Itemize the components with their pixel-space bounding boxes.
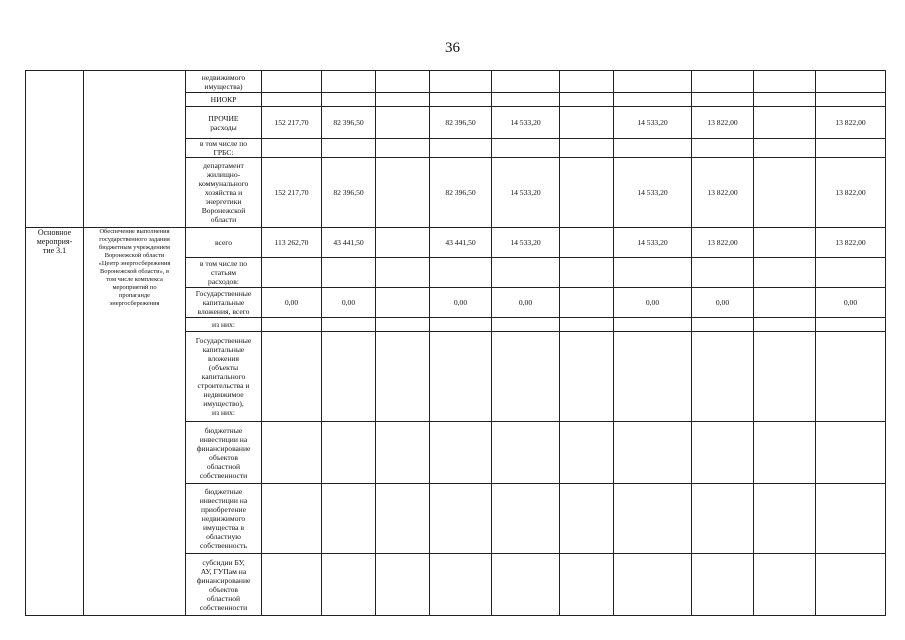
row-label-line: капитального (201, 372, 246, 381)
value-cell: 43 441,50 (430, 228, 492, 258)
row-label-line: имущества в (202, 523, 245, 532)
value-cell (376, 318, 430, 332)
value-cell: 152 217,70 (262, 107, 322, 139)
value-cell (492, 422, 560, 484)
value-cell (816, 422, 886, 484)
value-cell (614, 139, 692, 158)
value-cell (560, 318, 614, 332)
measure-description-line: пропаганде (118, 292, 151, 299)
row-label-line: статьям (210, 268, 237, 277)
value-cell (614, 422, 692, 484)
value-cell (492, 93, 560, 107)
row-label-line: вложения (207, 354, 240, 363)
row-label-line: областную (206, 532, 241, 541)
value-cell (322, 71, 376, 93)
row-label-line: приобретение (201, 505, 246, 514)
measure-description-line: мероприятий по (112, 284, 157, 291)
value-cell (430, 332, 492, 422)
value-cell (692, 71, 754, 93)
value-cell (492, 258, 560, 288)
measure-description-line: Воронежской области», в (99, 268, 169, 275)
value-cell (376, 288, 430, 318)
value-cell (376, 228, 430, 258)
row-label-line: финансирование (196, 443, 251, 453)
value-cell (262, 484, 322, 554)
row-label-line: Государственные (195, 336, 252, 345)
value-cell (492, 318, 560, 332)
value-cell (560, 139, 614, 158)
value-cell (560, 554, 614, 616)
value-cell (614, 258, 692, 288)
value-cell (560, 422, 614, 484)
value-cell: 0,00 (322, 288, 376, 318)
value-cell (376, 71, 430, 93)
budget-table (25, 70, 886, 616)
value-cell (376, 93, 430, 107)
row-label-line: энергетики (205, 197, 242, 206)
row-label (186, 107, 262, 139)
value-cell (614, 71, 692, 93)
row-label-line: капитальные (202, 298, 245, 307)
value-cell (754, 258, 816, 288)
value-cell (492, 139, 560, 158)
value-cell (322, 318, 376, 332)
value-cell (262, 139, 322, 158)
value-cell (754, 158, 816, 228)
value-cell (692, 554, 754, 616)
value-cell (262, 258, 322, 288)
page-number: 36 (445, 40, 460, 56)
row-label-line: объектов (209, 584, 238, 594)
value-cell: 14 533,20 (492, 228, 560, 258)
value-cell: 82 396,50 (322, 158, 376, 228)
value-cell: 13 822,00 (816, 158, 886, 228)
value-cell: 113 262,70 (262, 228, 322, 258)
value-cell (754, 107, 816, 139)
value-cell: 82 396,50 (430, 107, 492, 139)
measure-description-line: энергосбережения (109, 300, 160, 307)
measure-label-line: Основное (37, 228, 72, 237)
value-cell (816, 554, 886, 616)
value-cell (754, 93, 816, 107)
value-cell (560, 71, 614, 93)
value-cell (322, 554, 376, 616)
row-label-line: АУ, ГУПам на (200, 566, 247, 576)
value-cell (560, 158, 614, 228)
value-cell: 0,00 (262, 288, 322, 318)
row-label-line: области (210, 215, 237, 224)
value-cell (754, 228, 816, 258)
value-cell: 152 217,70 (262, 158, 322, 228)
value-cell (692, 332, 754, 422)
description-cell-empty (84, 71, 186, 228)
measure-cell-empty (26, 71, 84, 228)
value-cell (754, 71, 816, 93)
row-label-line: собственность (200, 541, 247, 550)
value-cell (754, 139, 816, 158)
row-label-line: НИОКР (210, 95, 237, 104)
value-cell (430, 93, 492, 107)
value-cell (376, 422, 430, 484)
row-label-line: недвижимого (201, 72, 246, 82)
value-cell (754, 554, 816, 616)
value-cell (692, 93, 754, 107)
value-cell (430, 484, 492, 554)
value-cell: 43 441,50 (322, 228, 376, 258)
measure-description-line: государственного задания (99, 236, 170, 243)
row-label-line: бюджетные (204, 487, 243, 496)
row-label-line: Государственные (195, 289, 252, 298)
value-cell (560, 93, 614, 107)
row-label-line: финансирование (196, 575, 251, 585)
measure-label-line: тие 3.1 (42, 246, 67, 255)
row-label-line: ПРОЧИЕ (208, 113, 239, 123)
row-label (186, 228, 262, 258)
row-label (186, 318, 262, 332)
row-label-line: собственности (199, 602, 248, 612)
row-label-line: (объекты (208, 363, 239, 372)
value-cell (560, 332, 614, 422)
value-cell (692, 422, 754, 484)
row-label (186, 288, 262, 318)
value-cell (322, 332, 376, 422)
value-cell (430, 422, 492, 484)
value-cell: 82 396,50 (430, 158, 492, 228)
value-cell (754, 318, 816, 332)
row-label-line: департамент (203, 161, 244, 170)
value-cell (262, 318, 322, 332)
measure-description-line: Обеспечение выполнения (99, 228, 170, 235)
value-cell (376, 554, 430, 616)
row-label (186, 258, 262, 288)
value-cell (322, 258, 376, 288)
value-cell (376, 107, 430, 139)
value-cell (262, 554, 322, 616)
value-cell (816, 258, 886, 288)
value-cell: 13 822,00 (816, 228, 886, 258)
value-cell: 13 822,00 (692, 107, 754, 139)
value-cell: 0,00 (614, 288, 692, 318)
row-label-line: из них: (212, 408, 235, 417)
value-cell (614, 332, 692, 422)
value-cell (692, 318, 754, 332)
measure-description-line: бюджетным учреждением (99, 244, 170, 251)
row-label-line: областной (206, 461, 241, 471)
row-label-line: в том числе по (199, 259, 248, 268)
row-label (186, 93, 262, 107)
row-label-line: имущества) (204, 81, 243, 91)
row-label (186, 332, 262, 422)
row-label (186, 71, 262, 93)
value-cell (322, 422, 376, 484)
row-label-line: недвижимого (201, 514, 246, 523)
value-cell (754, 484, 816, 554)
row-label-line: имущество), (203, 399, 244, 408)
value-cell (430, 554, 492, 616)
measure-description-line: «Центр энергосбережения (98, 260, 171, 267)
row-label (186, 554, 262, 616)
value-cell (322, 139, 376, 158)
value-cell (492, 484, 560, 554)
value-cell: 0,00 (692, 288, 754, 318)
value-cell: 0,00 (430, 288, 492, 318)
row-label-line: Воронежской (201, 206, 246, 215)
measure-description-line: Воронежской области (104, 252, 165, 259)
value-cell (430, 139, 492, 158)
value-cell (560, 484, 614, 554)
value-cell (754, 332, 816, 422)
value-cell (262, 332, 322, 422)
value-cell (430, 258, 492, 288)
row-label (186, 139, 262, 158)
row-label-line: инвестиции на (199, 434, 248, 444)
row-label-line: бюджетные (204, 425, 243, 435)
value-cell (262, 93, 322, 107)
value-cell (492, 554, 560, 616)
row-label-line: недвижимое (203, 390, 244, 399)
row-label-line: субсидии БУ, (202, 557, 245, 567)
value-cell (376, 484, 430, 554)
value-cell (376, 139, 430, 158)
value-cell (816, 93, 886, 107)
row-label-line: из них: (212, 320, 235, 329)
row-label-line: расходов: (208, 277, 239, 286)
value-cell (262, 71, 322, 93)
value-cell: 14 533,20 (492, 158, 560, 228)
row-label-line: коммунального (198, 179, 249, 188)
row-label-line: всего (214, 238, 233, 247)
value-cell (816, 484, 886, 554)
row-label (186, 484, 262, 554)
row-label-line: ГРБС: (213, 148, 234, 157)
value-cell (430, 71, 492, 93)
table-row (26, 228, 886, 258)
row-label-line: жилищно- (206, 170, 241, 179)
value-cell (560, 107, 614, 139)
measure-label (26, 228, 84, 616)
value-cell: 13 822,00 (816, 107, 886, 139)
value-cell (692, 139, 754, 158)
value-cell (816, 318, 886, 332)
value-cell (614, 318, 692, 332)
row-label-line: вложения, всего (197, 307, 250, 316)
value-cell (614, 484, 692, 554)
value-cell (692, 484, 754, 554)
row-label-line: строительства и (197, 381, 250, 390)
measure-label-line: мероприя- (36, 237, 73, 246)
value-cell (692, 258, 754, 288)
value-cell: 14 533,20 (614, 228, 692, 258)
row-label-line: областной (206, 593, 241, 603)
table-row (26, 71, 886, 93)
value-cell: 0,00 (492, 288, 560, 318)
value-cell (754, 288, 816, 318)
row-label (186, 158, 262, 228)
row-label-line: собственности (199, 470, 248, 480)
value-cell (322, 93, 376, 107)
value-cell (754, 422, 816, 484)
row-label-line: объектов (209, 452, 238, 462)
value-cell (560, 228, 614, 258)
row-label-line: капитальные (202, 345, 245, 354)
measure-description-line: том числе комплекса (106, 276, 163, 283)
value-cell (492, 332, 560, 422)
value-cell (816, 71, 886, 93)
value-cell (322, 484, 376, 554)
row-label-line: хозяйства и (204, 188, 243, 197)
value-cell (430, 318, 492, 332)
value-cell: 0,00 (816, 288, 886, 318)
value-cell: 14 533,20 (614, 107, 692, 139)
value-cell (816, 139, 886, 158)
value-cell (376, 258, 430, 288)
value-cell: 13 822,00 (692, 158, 754, 228)
value-cell (816, 332, 886, 422)
value-cell (492, 71, 560, 93)
value-cell: 14 533,20 (614, 158, 692, 228)
value-cell (614, 554, 692, 616)
measure-description (84, 228, 186, 616)
value-cell (560, 288, 614, 318)
value-cell (376, 332, 430, 422)
value-cell (614, 93, 692, 107)
row-label-line: расходы (210, 122, 237, 132)
row-label (186, 422, 262, 484)
value-cell (262, 422, 322, 484)
row-label-line: в том числе по (199, 139, 248, 148)
row-label-line: инвестиции на (199, 496, 248, 505)
value-cell: 13 822,00 (692, 228, 754, 258)
value-cell (376, 158, 430, 228)
value-cell (560, 258, 614, 288)
value-cell: 82 396,50 (322, 107, 376, 139)
value-cell: 14 533,20 (492, 107, 560, 139)
